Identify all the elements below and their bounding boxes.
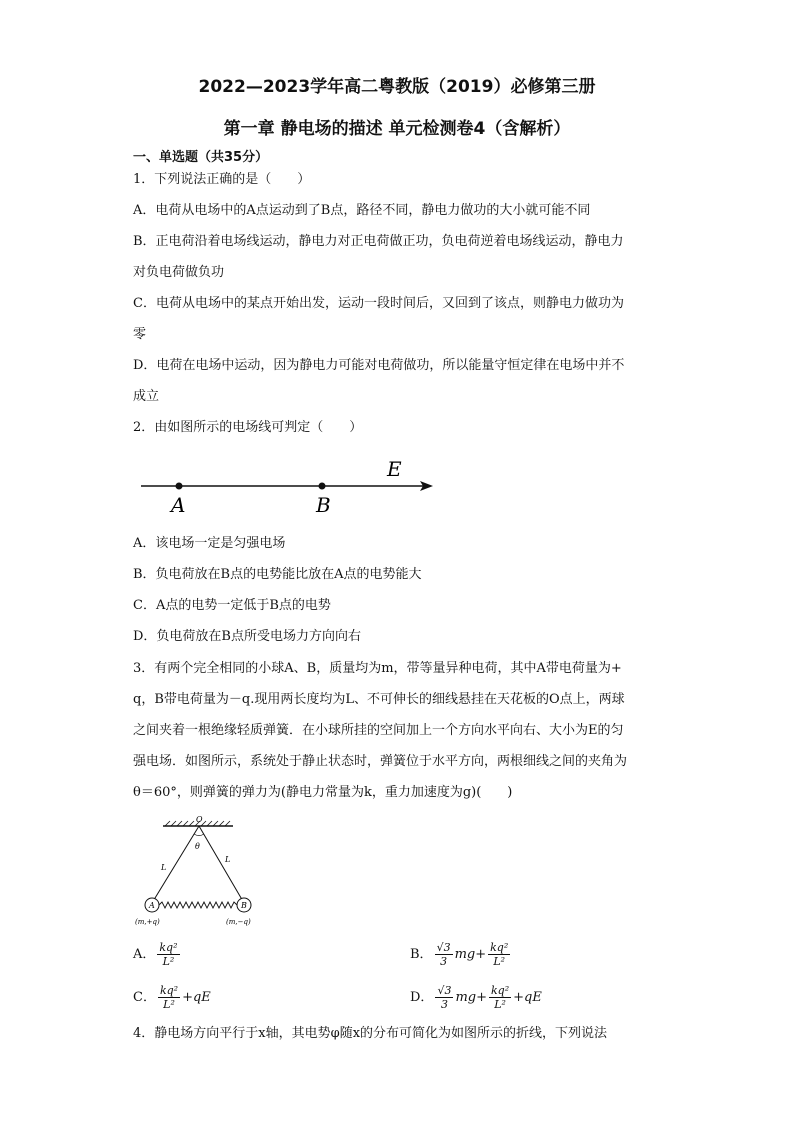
frac-num: √3 [436, 941, 451, 954]
q3-stem-line4: 强电场．如图所示，系统处于静止状态时，弹簧位于水平方向，两根细线之间的夹角为 [133, 754, 628, 769]
frac-den: L² [162, 955, 175, 968]
label-o: O [196, 815, 203, 824]
plus-sign: + [476, 990, 488, 1005]
fraction-kq2-l2 [157, 941, 179, 968]
q2-option-c: C．A点的电势一定低于B点的电势 [133, 598, 331, 613]
q3-stem-line3: 之间夹着一根绝缘轻质弹簧．在小球所挂的空间加上一个方向水平向右、大小为E的匀 [133, 723, 624, 738]
term-qe: qE [524, 990, 542, 1005]
plus-sign: + [513, 990, 525, 1005]
label-a: A [171, 493, 186, 517]
point-a-dot [176, 483, 183, 490]
q3-option-c-label: C． [133, 990, 156, 1005]
term-mg: mg [455, 990, 477, 1005]
plus-sign: + [475, 947, 487, 962]
frac-num: √3 [437, 984, 452, 997]
document-title-line1: 2022—2023学年高二粤教版（2019）必修第三册 [198, 77, 596, 97]
q1-option-c-line2: 零 [133, 327, 147, 342]
frac-den: L² [493, 955, 506, 968]
q1-option-d-line2: 成立 [133, 389, 160, 404]
frac-den: L² [494, 998, 506, 1011]
label-l-left: L [161, 863, 167, 872]
spring [159, 902, 237, 908]
label-ball-a: A [149, 901, 155, 910]
q3-option-a-label: A． [133, 947, 156, 962]
q2-option-d: D．负电荷放在B点所受电场力方向向右 [133, 629, 361, 644]
term-qe: qE [192, 990, 211, 1005]
section-heading: 一、单选题（共35分） [133, 150, 269, 165]
plus-sign: + [182, 990, 193, 1005]
frac-den: 3 [440, 998, 448, 1011]
q3-stem-line5: θ＝60°，则弹簧的弹力为(静电力常量为k，重力加速度为g)( ) [133, 785, 513, 800]
fraction-sqrt3-3 [435, 941, 453, 968]
field-line-figure [133, 450, 443, 520]
frac-num: kq² [159, 984, 179, 997]
pendulum-spring-figure [133, 812, 273, 930]
string-left [152, 826, 199, 903]
q4-stem: 4．静电场方向平行于x轴，其电势φ随x的分布可简化为如图所示的折线，下列说法 [133, 1026, 608, 1041]
q2-stem: 2．由如图所示的电场线可判定（ ） [133, 420, 363, 435]
q3-option-b-label: B． [410, 947, 433, 962]
q3-option-c [133, 984, 211, 1011]
q3-option-d [410, 984, 542, 1011]
label-l-right: L [225, 855, 231, 864]
q1-option-a: A．电荷从电场中的A点运动到了B点，路径不同，静电力做功的大小就可能不同 [133, 203, 591, 218]
fraction-kq2-l2 [489, 984, 511, 1011]
q1-option-d-line1: D．电荷在电场中运动，因为静电力可能对电荷做功，所以能量守恒定律在电场中并不 [133, 358, 625, 373]
label-theta: θ [195, 842, 200, 851]
frac-den: 3 [440, 955, 448, 968]
q1-option-b-line1: B．正电荷沿着电场线运动，静电力对正电荷做正功，负电荷逆着电场线运动，静电力 [133, 234, 624, 249]
q3-stem-line1: 3．有两个完全相同的小球A、B，质量均为m，带等量异种电荷，其中A带电荷量为+ [133, 661, 622, 676]
frac-num: kq² [159, 941, 178, 954]
point-b-dot [319, 483, 326, 490]
frac-den: L² [163, 998, 175, 1011]
q1-option-b-line2: 对负电荷做负功 [133, 265, 225, 280]
label-ball-b: B [241, 901, 247, 910]
q2-option-a: A．该电场一定是匀强电场 [133, 536, 286, 551]
frac-num: kq² [491, 984, 510, 997]
label-a-charge: (m,+q) [135, 918, 160, 926]
q3-option-a [133, 941, 182, 968]
label-e: E [387, 457, 402, 481]
q1-option-c-line1: C．电荷从电场中的某点开始出发，运动一段时间后，又回到了该点，则静电力做功为 [133, 296, 624, 311]
q3-option-d-label: D． [410, 990, 434, 1005]
term-mg: mg [454, 947, 476, 962]
fraction-kq2-l2 [488, 941, 510, 968]
q1-stem: 1．下列说法正确的是（ ） [133, 172, 311, 187]
q3-stem-line2: q，B带电荷量为－q.现用两长度均为L、不可伸长的细线悬挂在天花板的O点上，两球 [133, 692, 625, 707]
document-title-line2: 第一章 静电场的描述 单元检测卷4（含解析） [223, 119, 571, 139]
fraction-sqrt3-3 [435, 984, 453, 1011]
q2-option-b: B．负电荷放在B点的电势能比放在A点的电势能大 [133, 567, 422, 582]
fraction-kq2-l2 [158, 984, 180, 1011]
q3-option-b [410, 941, 512, 968]
frac-num: kq² [490, 941, 509, 954]
label-b-charge: (m,−q) [226, 918, 251, 926]
string-right [199, 826, 244, 903]
label-b: B [316, 493, 331, 517]
angle-arc [194, 834, 204, 836]
